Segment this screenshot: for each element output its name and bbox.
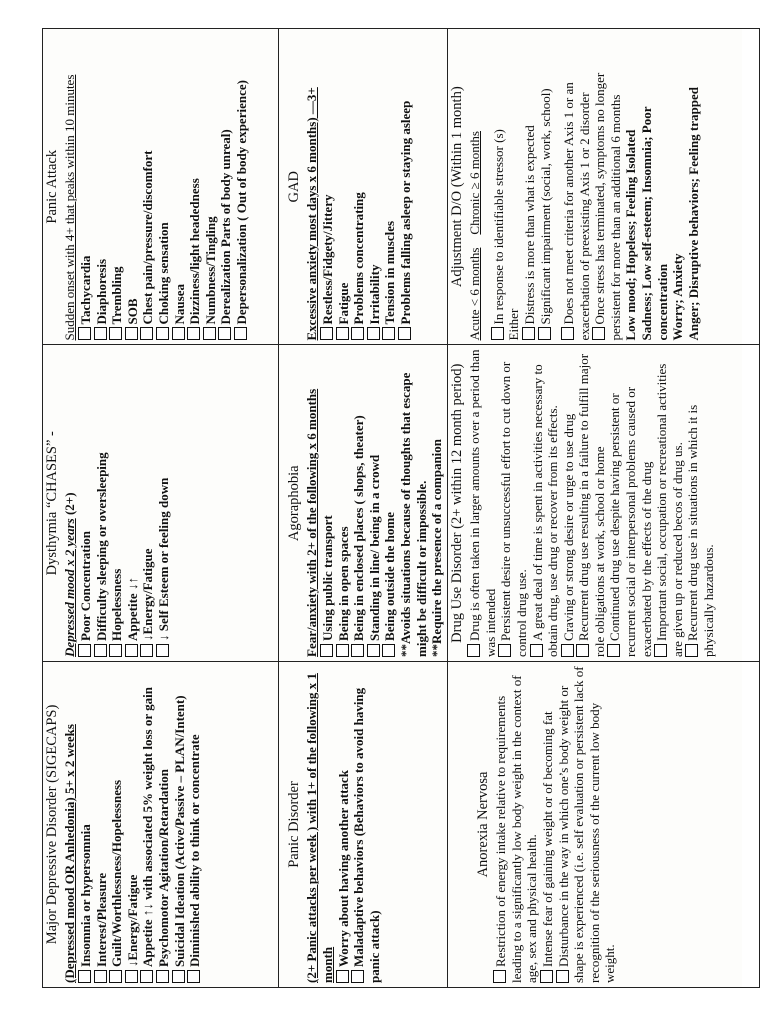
anorexia-item: Intense fear of gaining weight or of becoming fat <box>540 666 556 983</box>
panic-disorder-item: Worry about having another attack <box>336 666 352 983</box>
panic-attack-item: Depersonalization ( Out of body experience) <box>234 33 250 340</box>
agoraphobia-title: Agoraphobia <box>286 465 302 542</box>
checkbox[interactable] <box>203 327 216 340</box>
drug-use-item: Continued drug use despite having persistent or recurrent social or interpersonal problems caused or exacerbated by the effects of the drug <box>607 386 654 657</box>
dysthymia-item: ↓Energy/Fatigue <box>140 349 156 656</box>
mdd-item: Insomnia or hypersomnia <box>78 666 94 983</box>
anorexia-title: Anorexia Nervosa <box>474 771 491 878</box>
checkbox[interactable] <box>125 970 138 983</box>
checkbox[interactable] <box>498 644 511 657</box>
checkbox[interactable] <box>491 327 504 340</box>
checkbox[interactable] <box>109 327 122 340</box>
checkbox[interactable] <box>367 327 380 340</box>
checkbox[interactable] <box>382 327 395 340</box>
gad-item: Problems concentrating <box>351 33 367 340</box>
mdd-item: Guilt/Worthlessness/Hopelessness <box>109 666 125 983</box>
dysthymia-title: Dysthymia “CHASES” - <box>44 431 60 576</box>
panic-attack-item: Choking sensation <box>156 33 172 340</box>
dysthymia-criteria: Depressed mood x 2 years <box>62 518 78 657</box>
checkbox[interactable] <box>561 327 574 340</box>
dysthymia-cell <box>43 345 279 661</box>
panic-attack-cell <box>43 29 279 345</box>
agoraphobia-item: Being in enclosed places ( shops, theater) <box>351 349 367 656</box>
checkbox[interactable] <box>540 970 553 983</box>
panic-attack-item: SOB <box>125 33 141 340</box>
panic-disorder-cell <box>279 661 448 987</box>
gad-item: Problems falling asleep or staying asleep <box>398 33 414 340</box>
adjustment-footer-line: Sadness; Low self-esteem; Insomnia; Poor concentration <box>639 106 670 341</box>
dysthymia-item: Poor Concentration <box>78 349 94 656</box>
panic-attack-item: Diaphoresis <box>94 33 110 340</box>
adjustment-item: Significant impairment (social, work, school) <box>538 33 554 340</box>
gad-cell <box>279 29 448 345</box>
adjustment-footer-line: Anger; Disruptive behaviors; Feeling trapped <box>685 87 701 341</box>
panic-disorder-title: Panic Disorder <box>286 781 302 868</box>
checkbox[interactable] <box>156 970 169 983</box>
agoraphobia-note: **Avoids situations because of thoughts that escape might be difficult or impossible. <box>397 372 429 657</box>
checkbox[interactable] <box>336 644 349 657</box>
checkbox[interactable] <box>336 327 349 340</box>
drug-use-item: Craving or strong desire or urge to use drug <box>561 349 577 656</box>
checkbox[interactable] <box>78 970 91 983</box>
panic-attack-item: Derealization Parts of body unreal) <box>218 33 234 340</box>
dysthymia-item: ↓ Self Esteem or feeling down <box>156 349 172 656</box>
dysthymia-item: Hopelessness <box>109 349 125 656</box>
checkbox[interactable] <box>530 644 543 657</box>
mdd-title: Major Depressive Disorder (SIGECAPS) <box>44 704 60 945</box>
adjustment-cell <box>447 29 759 345</box>
adjustment-either: Either <box>506 308 522 341</box>
mdd-item: Diminished ability to think or concentrate <box>187 666 203 983</box>
adjustment-footer-line: Low mood; Hopeless; Feeling Isolated <box>623 129 639 341</box>
checkbox[interactable] <box>351 327 364 340</box>
rotated-content <box>42 28 742 988</box>
checkbox[interactable] <box>109 644 122 657</box>
adjustment-durations <box>467 33 483 340</box>
gad-item: Irritability <box>367 33 383 340</box>
dysthymia-criteria-suffix: (2+) <box>62 492 78 516</box>
mdd-criteria: (Depressed mood OR Anhedonia) 5+ x 2 weeks <box>62 724 78 983</box>
gad-item: Tension in muscles <box>382 33 398 340</box>
panic-attack-item: Trembling <box>109 33 125 340</box>
checkbox[interactable] <box>467 644 480 657</box>
checkbox[interactable] <box>320 327 333 340</box>
gad-title: GAD <box>286 171 302 203</box>
adjustment-title: Adjustment D/O (Within 1 month) <box>448 86 465 288</box>
adjustment-item: Once stress has terminated, symptoms no longer persistent for more than an additional 6 months <box>592 72 623 341</box>
adjustment-item: Distress is more than what is expected <box>522 33 538 340</box>
checkbox[interactable] <box>592 327 605 340</box>
checkbox[interactable] <box>522 327 535 340</box>
checkbox[interactable] <box>140 644 153 657</box>
panic-attack-item: Dizziness/light headedness <box>187 33 203 340</box>
drug-use-item: Persistent desire or unsuccessful effort to cut down or control drug use. <box>498 361 529 657</box>
checkbox[interactable] <box>125 327 138 340</box>
drug-use-item: A great deal of time is spent in activities necessary to obtain drug, use drug or recover from its effects. <box>529 364 561 657</box>
drug-use-item: Recurrent drug use in situations in which it is physically hazardous. <box>685 404 717 657</box>
checkbox[interactable] <box>156 327 169 340</box>
checkbox[interactable] <box>109 970 122 983</box>
document-page <box>42 28 742 988</box>
criteria-grid <box>42 28 760 988</box>
checkbox[interactable] <box>561 644 574 657</box>
checkbox[interactable] <box>125 644 138 657</box>
agoraphobia-item: Standing in line/ being in a crowd <box>367 349 383 656</box>
gad-item: Restless/Fidgety/Jittery <box>320 33 336 340</box>
mdd-cell <box>43 661 279 987</box>
adjustment-acute: Acute < 6 months <box>467 247 483 341</box>
checkbox[interactable] <box>94 970 107 983</box>
checkbox[interactable] <box>607 644 620 657</box>
agoraphobia-item: Being outside the home <box>382 349 398 656</box>
adjustment-item: Does not meet criteria for another Axis 1 or an exacerbation of preexisting Axis 1 or 2 disorder <box>561 82 592 341</box>
checkbox[interactable] <box>94 644 107 657</box>
checkbox[interactable] <box>94 327 107 340</box>
checkbox[interactable] <box>382 644 395 657</box>
checkbox[interactable] <box>576 644 589 657</box>
checkbox[interactable] <box>556 970 569 983</box>
anorexia-item: Restriction of energy intake relative to requirements leading to a significantly low body weight in the context of age, sex and physical health. <box>493 675 540 983</box>
mdd-item: Appetite ↑↓ with associated 5% weight loss or gain <box>140 666 156 983</box>
checkbox[interactable] <box>685 644 698 657</box>
checkbox[interactable] <box>172 327 185 340</box>
mdd-item: Suicidal Ideation (Active/Passive – PLAN/Intent) <box>172 666 188 983</box>
checkbox[interactable] <box>351 970 364 983</box>
checkbox[interactable] <box>654 644 667 657</box>
checkbox[interactable] <box>78 327 91 340</box>
adjustment-footer-line: Worry; Anxiety <box>670 253 686 341</box>
checkbox[interactable] <box>187 970 200 983</box>
checkbox[interactable] <box>187 327 200 340</box>
drug-use-cell <box>447 345 759 661</box>
anorexia-cell <box>447 661 759 987</box>
panic-disorder-criteria: (2+ Panic attacks per week ) with 1+ of the following x 1 month <box>304 673 335 983</box>
gad-item: Fatigue <box>336 33 352 340</box>
checkbox[interactable] <box>320 644 333 657</box>
checkbox[interactable] <box>538 327 551 340</box>
checkbox[interactable] <box>78 644 91 657</box>
checkbox[interactable] <box>156 644 169 657</box>
panic-disorder-item: Maladaptive behaviors (Behaviors to avoid having panic attack) <box>351 687 382 983</box>
checkbox[interactable] <box>234 327 247 340</box>
panic-attack-item: Nausea <box>172 33 188 340</box>
panic-attack-criteria: Sudden onset with 4+ that peaks within 10 minutes <box>62 74 78 341</box>
checkbox[interactable] <box>398 327 411 340</box>
checkbox[interactable] <box>351 644 364 657</box>
checkbox[interactable] <box>336 970 349 983</box>
adjustment-item: In response to identifiable stressor (s) <box>491 33 507 340</box>
checkbox[interactable] <box>140 970 153 983</box>
checkbox[interactable] <box>172 970 185 983</box>
checkbox[interactable] <box>367 644 380 657</box>
panic-attack-item: Tachycardia <box>78 33 94 340</box>
agoraphobia-item: Being in open spaces <box>336 349 352 656</box>
panic-attack-item: Chest pain/pressure/discomfort <box>140 33 156 340</box>
drug-use-item: Recurrent drug use resulting in a failure to fulfill major role obligations at work, school or home <box>576 353 607 657</box>
agoraphobia-item: Using public transport <box>320 349 336 656</box>
drug-use-title: Drug Use Disorder (2+ within 12 month period) <box>448 363 465 643</box>
mdd-item: ↓Energy/Fatigue <box>125 666 141 983</box>
agoraphobia-criteria: Fear/anxiety with 2+ of the following x 6 months <box>304 388 320 657</box>
checkbox[interactable] <box>493 970 506 983</box>
agoraphobia-note: **Require the presence of a companion <box>429 438 445 657</box>
mdd-item: Psychomotor Agitation/Retardation <box>156 666 172 983</box>
dysthymia-criteria-line <box>62 349 78 656</box>
checkbox[interactable] <box>140 327 153 340</box>
mdd-item: Interest/Pleasure <box>94 666 110 983</box>
checkbox[interactable] <box>218 327 231 340</box>
anorexia-item: Disturbance in the way in which one’s body weight or shape is experienced (i.e. self evaluation or persistent lack of recognition of the seriousness of the current low body weight. <box>555 666 618 983</box>
dysthymia-item: Difficulty sleeping or oversleeping <box>94 349 110 656</box>
dysthymia-item: Appetite ↓↑ <box>125 349 141 656</box>
panic-attack-title: Panic Attack <box>44 149 60 224</box>
gad-criteria: Excessive anxiety most days x 6 months) —3+ <box>304 87 320 341</box>
agoraphobia-cell <box>279 345 448 661</box>
drug-use-item: Drug is often taken in larger amounts over a period than was intended <box>467 349 498 657</box>
panic-attack-item: Numbness/Tingling <box>203 33 219 340</box>
adjustment-chronic: Chronic ≥ 6 months <box>467 131 483 235</box>
drug-use-item: Important social, occupation or recreational activities are given up or reduced becos of drug us. <box>654 363 685 657</box>
